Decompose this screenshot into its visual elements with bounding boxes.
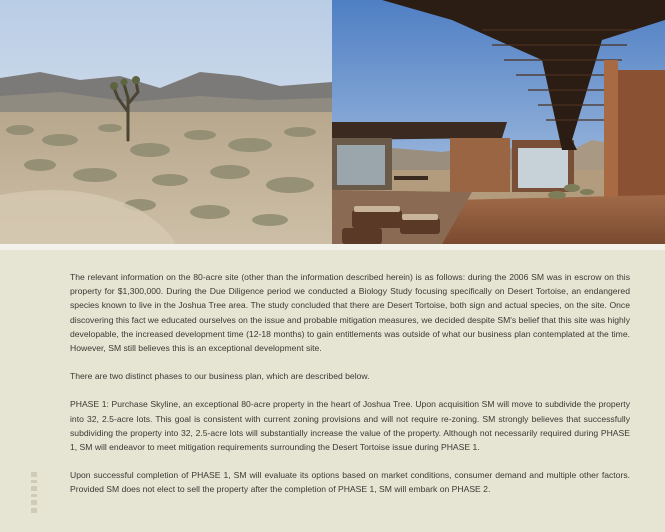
photo-banner <box>0 0 665 244</box>
body-text <box>70 270 630 511</box>
side-logo-mark <box>28 470 40 516</box>
paragraph-phase-1: PHASE 1: Purchase Skyline, an exceptional 80-acre property in the heart of Joshua Tree. Upon acquisition SM will move to subdivide the property into 32, 2.5-acre lots. This goal is consistent with current zoning provisions and will not require re-zoning. SM strongly believes that successfully subdividing the property into 32, 2.5-acre lots will substantially increase the value of the property. Although not necessarily required during PHASE 1, SM will endeavor to meet mitigation requirements surrounding the Desert Tortoise issue during PHASE 1. <box>70 399 630 453</box>
paragraph-site-info: The relevant information on the 80-acre site (other than the information described herein) is as follows: during the 2006 SM was in escrow on this property for $1,300,000. During the Due Diligence period we conducted a Biology Study focusing specifically on Desert Tortoise, an endangered species known to live in the Joshua Tree area. The study concluded that there are Desert Tortoise, both sign and actual species, on the site. Once discovering this fact we educated ourselves on the issue and probable mitigation measures, we decided despite SM's belief that this site was highly developable, the increased development time (12-18 months) to gain entitlements was outside of what our business plan contemplated at the time. However, SM still believes this is an exceptional development site. <box>70 272 630 354</box>
paragraph-phases-intro: There are two distinct phases to our business plan, which are described below. <box>70 371 370 382</box>
paragraph-phase-2: Upon successful completion of PHASE 1, SM will evaluate its options based on market conditions, consumer demand and multiple other factors. Provided SM does not elect to sell the property after the completion of PHASE 1, SM will embark on PHASE 2. <box>70 470 630 495</box>
desert-landscape-photo <box>0 0 332 244</box>
modern-house-photo <box>332 0 665 244</box>
photo-divider <box>0 244 665 250</box>
